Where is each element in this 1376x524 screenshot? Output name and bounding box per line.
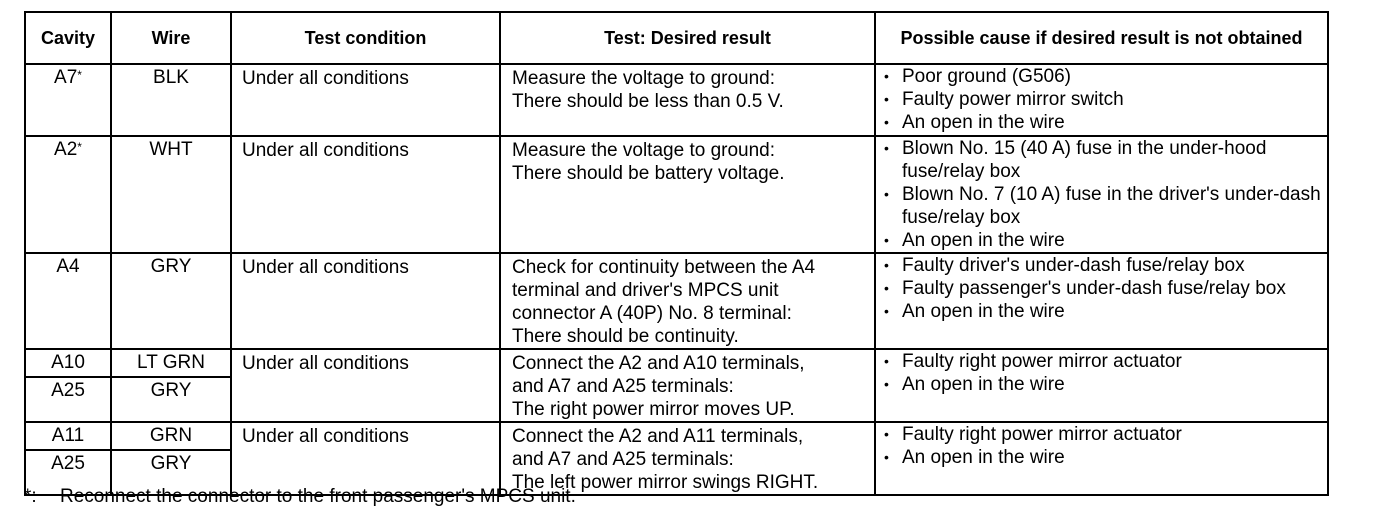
header-possible-cause: Possible cause if desired result is not obtained <box>875 12 1328 64</box>
possible-cause-cell <box>875 422 1328 495</box>
desired-result-line: Measure the voltage to ground: <box>512 68 776 89</box>
test-condition-cell: Under all conditions <box>231 349 500 422</box>
cause-list <box>882 423 1327 469</box>
test-condition-cell: Under all conditions <box>231 136 500 253</box>
cavity-text: A25 <box>51 453 85 474</box>
wire-cell <box>111 349 231 422</box>
table-row <box>25 136 1328 253</box>
possible-cause-cell <box>875 64 1328 136</box>
desired-result-line: connector A (40P) No. 8 terminal: <box>512 303 792 324</box>
desired-result-line: The right power mirror moves UP. <box>512 399 795 420</box>
table-row <box>25 253 1328 349</box>
footnote-text: Reconnect the connector to the front passenger's MPCS unit. <box>60 486 576 507</box>
cause-item: • An open in the wire <box>882 111 1327 134</box>
desired-result-cell <box>500 64 875 136</box>
header-wire: Wire <box>111 12 231 64</box>
cause-list <box>882 350 1327 396</box>
cavity-label <box>26 254 110 280</box>
desired-result-line: Connect the A2 and A10 terminals, <box>512 353 805 374</box>
cavity-cell <box>25 64 111 136</box>
desired-result-line: terminal and driver's MPCS unit <box>512 280 779 301</box>
possible-cause-cell <box>875 349 1328 422</box>
cause-list <box>882 65 1327 134</box>
cavity-text: A7 <box>54 67 78 88</box>
diagnosis-table <box>24 11 1329 496</box>
desired-result-line: There should be less than 0.5 V. <box>512 91 784 112</box>
cavity-label <box>26 350 110 376</box>
cavity-label <box>26 137 110 163</box>
footnote <box>24 486 576 508</box>
test-condition-cell: Under all conditions <box>231 422 500 495</box>
possible-cause-cell <box>875 136 1328 253</box>
wire-color-label: GRY <box>112 449 230 477</box>
cause-list <box>882 137 1327 252</box>
cause-item: • An open in the wire <box>882 300 1327 323</box>
cavity-cell <box>25 349 111 422</box>
possible-cause-cell <box>875 253 1328 349</box>
cavity-cell <box>25 253 111 349</box>
desired-result-line: Check for continuity between the A4 <box>512 257 816 278</box>
cavity-label <box>26 423 110 449</box>
wire-color-label: LT GRN <box>137 352 205 373</box>
desired-result-line: Connect the A2 and A11 terminals, <box>512 426 804 447</box>
cause-item: • An open in the wire <box>882 229 1327 252</box>
cause-item: • Faulty driver's under-dash fuse/relay box <box>882 254 1327 277</box>
desired-result-cell <box>500 136 875 253</box>
wire-cell <box>111 422 231 495</box>
cavity-text: A4 <box>56 256 80 277</box>
test-condition-cell: Under all conditions <box>231 253 500 349</box>
cause-item: • An open in the wire <box>882 373 1327 396</box>
desired-result-line: and A7 and A25 terminals: <box>512 376 734 397</box>
wire-color-label: GRN <box>149 425 193 446</box>
cause-item: • Faulty right power mirror actuator <box>882 423 1327 446</box>
table-body <box>25 64 1328 495</box>
table-row <box>25 349 1328 422</box>
cavity-cell <box>25 422 111 495</box>
header-row <box>25 12 1328 64</box>
header-test-condition: Test condition <box>231 12 500 64</box>
cavity-label <box>26 376 110 404</box>
cause-item: • Faulty right power mirror actuator <box>882 350 1327 373</box>
cause-item: • Faulty power mirror switch <box>882 88 1327 111</box>
cause-item: • Blown No. 15 (40 A) fuse in the under-hood fuse/relay box <box>882 137 1327 183</box>
cause-item: • An open in the wire <box>882 446 1327 469</box>
wire-cell <box>111 136 231 253</box>
reconnect-note-marker: * <box>77 140 82 154</box>
desired-result-line: Measure the voltage to ground: <box>512 140 776 161</box>
cause-item: • Blown No. 7 (10 A) fuse in the driver's under-dash fuse/relay box <box>882 183 1327 229</box>
wire-color-label: WHT <box>149 139 193 160</box>
cavity-label <box>26 449 110 477</box>
desired-result-cell <box>500 253 875 349</box>
cavity-text: A25 <box>51 380 85 401</box>
cavity-text: A11 <box>51 425 85 446</box>
table-row <box>25 64 1328 136</box>
test-condition-cell: Under all conditions <box>231 64 500 136</box>
cavity-label <box>26 65 110 91</box>
header-desired-result: Test: Desired result <box>500 12 875 64</box>
cavity-text: A2 <box>54 139 78 160</box>
table-row <box>25 422 1328 495</box>
desired-result-cell <box>500 422 875 495</box>
wire-color-label: GRY <box>150 256 192 277</box>
header-cavity: Cavity <box>25 12 111 64</box>
desired-result-line: and A7 and A25 terminals: <box>512 449 734 470</box>
desired-result-line: There should be battery voltage. <box>512 163 785 184</box>
footnote-mark: *: <box>24 486 37 507</box>
desired-result-line: There should be continuity. <box>512 326 739 347</box>
wire-color-label: BLK <box>153 67 189 88</box>
cause-item: • Faulty passenger's under-dash fuse/relay box <box>882 277 1327 300</box>
desired-result-cell <box>500 349 875 422</box>
wire-color-label: GRY <box>112 376 230 404</box>
wire-cell <box>111 253 231 349</box>
cause-list <box>882 254 1327 323</box>
cause-item: • Poor ground (G506) <box>882 65 1327 88</box>
cavity-cell <box>25 136 111 253</box>
cavity-text: A10 <box>51 352 85 373</box>
reconnect-note-marker: * <box>77 68 82 82</box>
wire-cell <box>111 64 231 136</box>
desired-result-line: The left power mirror swings RIGHT. <box>512 472 819 493</box>
